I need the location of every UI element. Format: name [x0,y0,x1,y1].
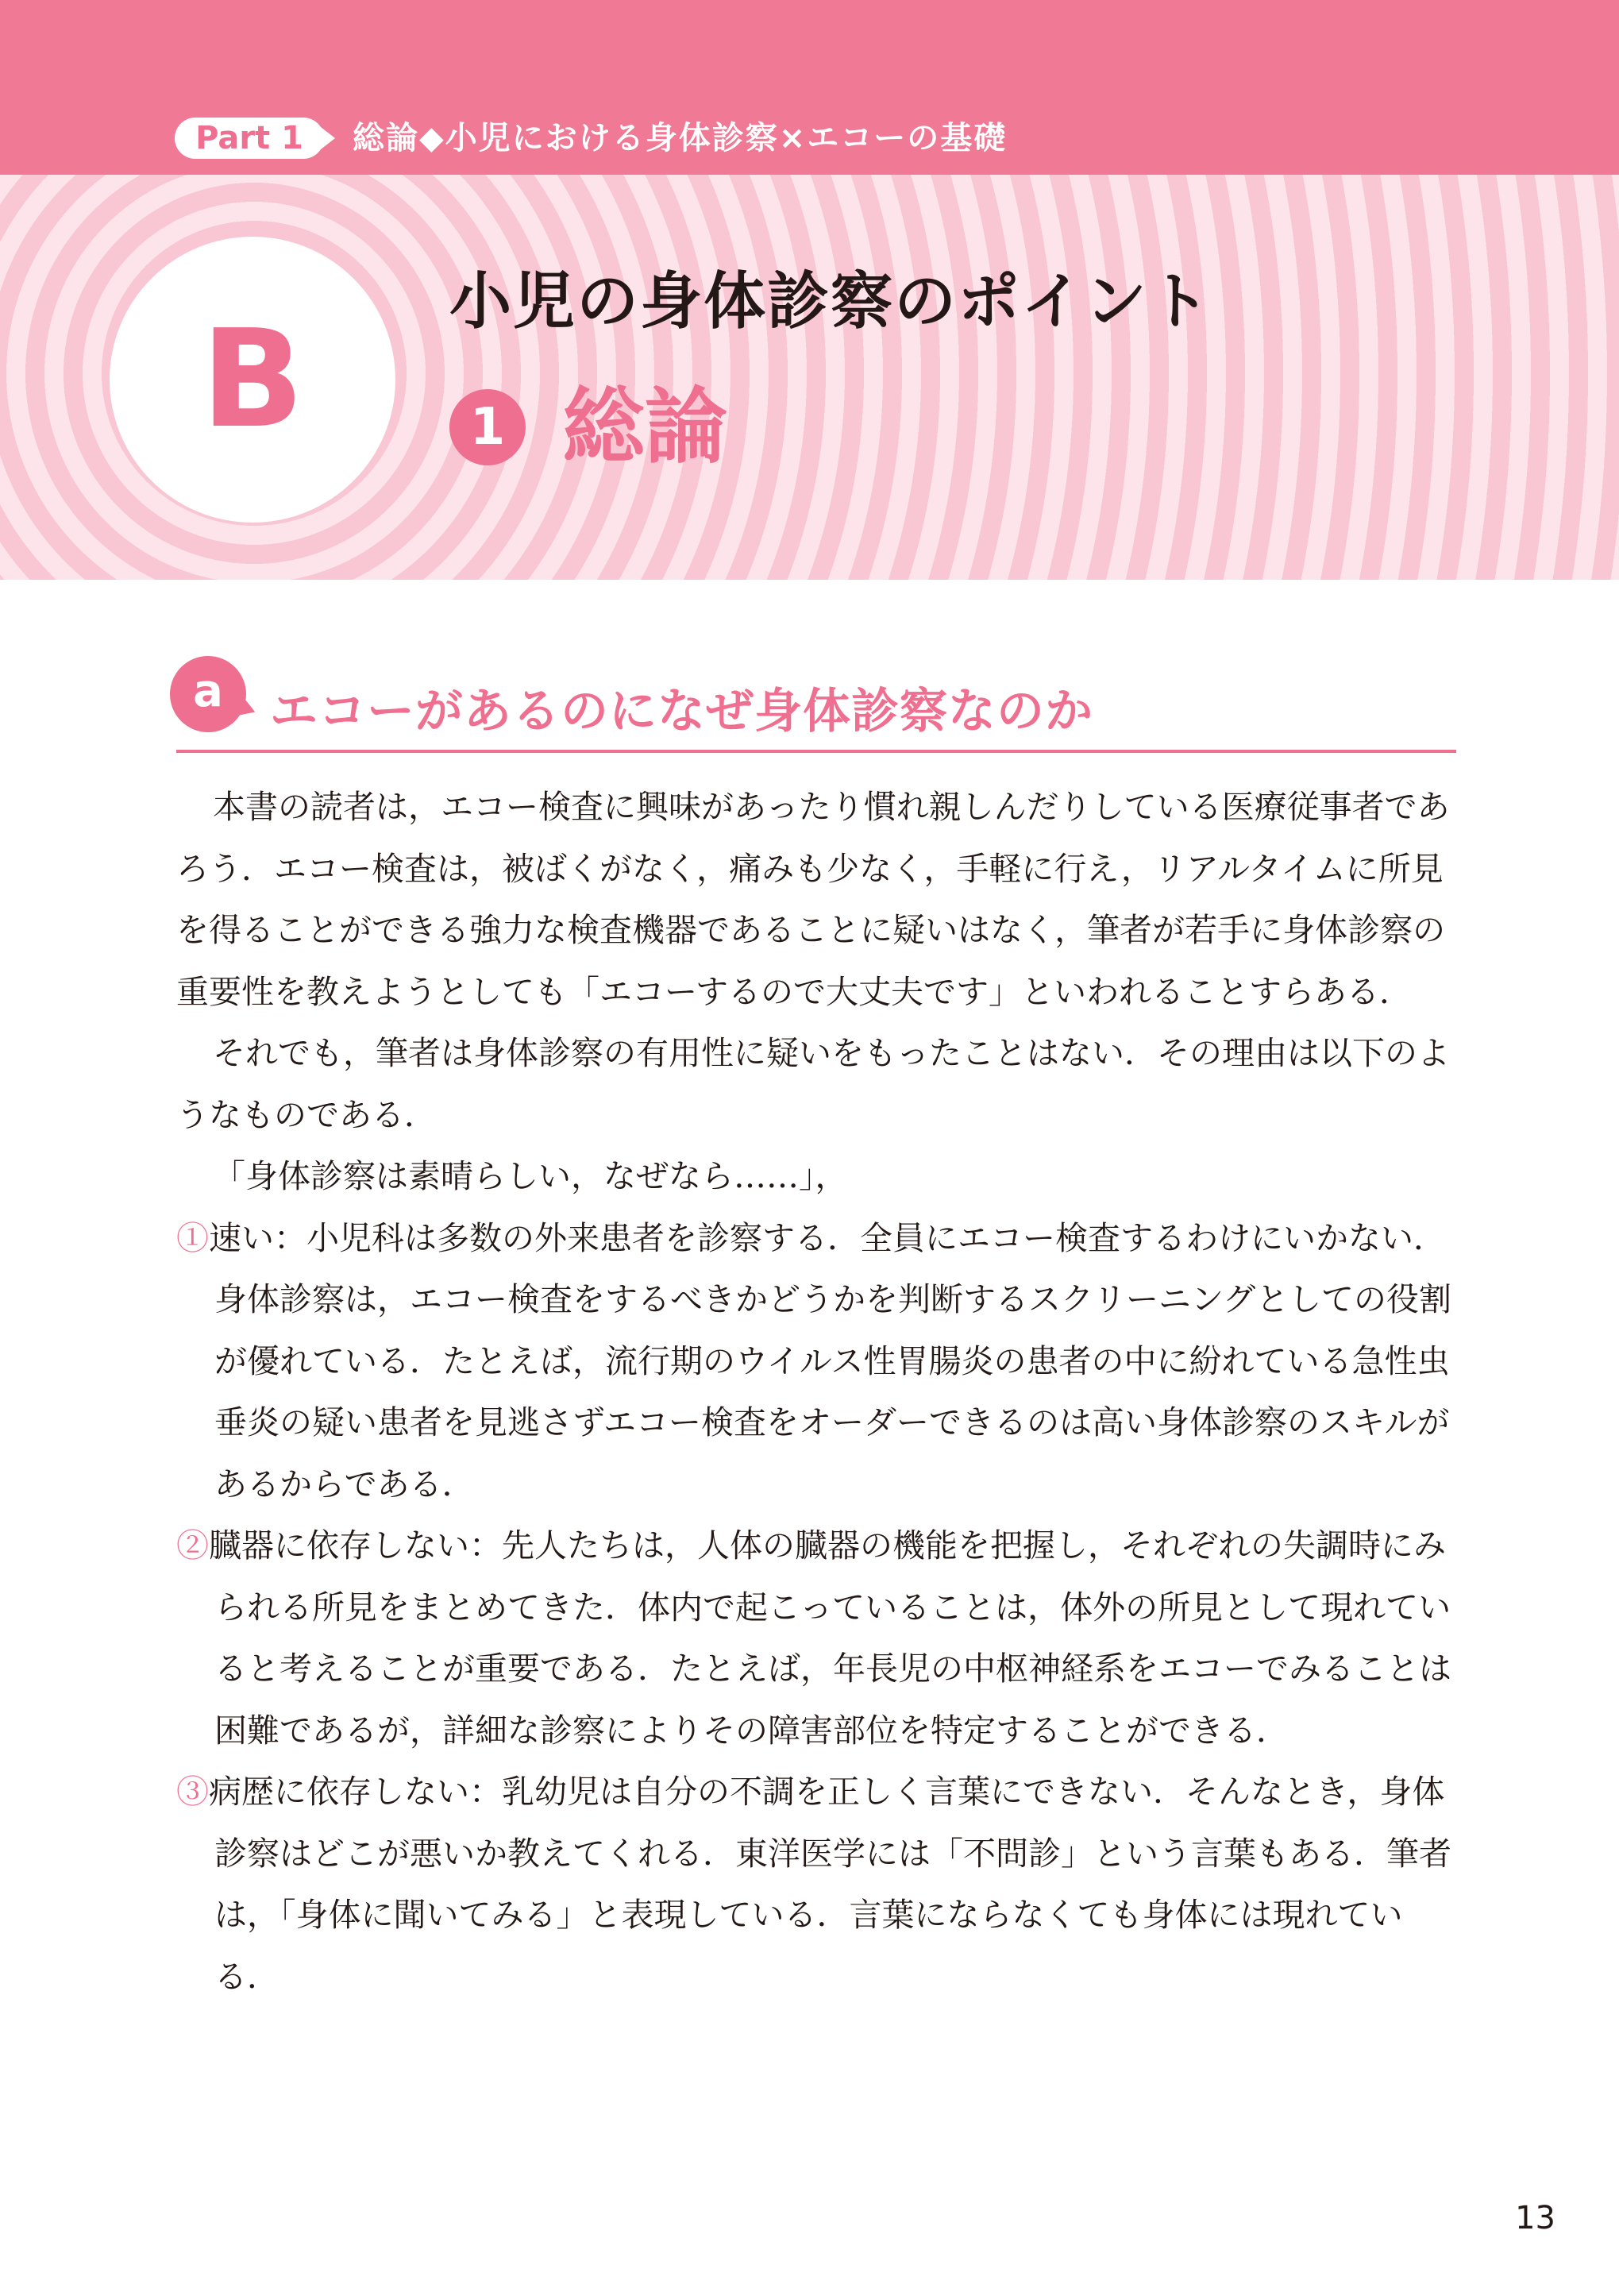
list-marker: ③ [176,1773,209,1811]
subsection-heading: エコーがあるのになぜ身体診察なのか [270,684,1093,739]
section-number-badge: 1 [449,389,526,465]
paragraph: 本書の読者は，エコー検査に興味があったり慣れ親しんだりしている医療従事者であろう．エコー検査は，被ばくがなく，痛みも少なく，手軽に行え，リアルタイムに所見を得ることができる強力な検査機器であることに疑いはなく，筆者が若手に身体診察の重要性を教えようとしても「エコーするので大丈夫です」といわれることすらある． [176,788,1450,1011]
list-item [176,1762,1456,2008]
list-item [176,1208,1456,1516]
part-arrow-icon [321,127,335,149]
paragraph: それでも，筆者は身体診察の有用性に疑いをもったことはない．その理由は以下のようなものである． [176,1034,1450,1134]
body-text [176,777,1456,2008]
list-marker: ① [176,1218,209,1257]
section-title: 小児の身体診察のポイント [449,266,1212,338]
page-number: 13 [1515,2200,1555,2236]
part-label-badge: Part 1 [175,118,324,159]
section-letter: B [201,301,304,458]
list-marker: ② [176,1526,209,1565]
subsection-divider [176,750,1456,753]
list-item-text: 病歴に依存しない：乳幼児は自分の不調を正しく言葉にできない．そんなとき，身体診察はどこが悪いか教えてくれる．東洋医学には「不問診」という言葉もある．筆者は，「身体に聞いてみる」と表現している．言葉にならなくても身体には現れている． [209,1773,1451,1996]
part-title: 総論◆小児における身体診察×エコーの基礎 [353,120,1008,156]
list-item-text: 速い：小児科は多数の外来患者を診察する．全員にエコー検査するわけにいかない．身体診察は，エコー検査をするべきかどうかを判断するスクリーニングとしての役割が優れている．たとえば，流行期のウイルス性胃腸炎の患者の中に紛れている急性虫垂炎の疑い患者を見逃さずエコー検査をオーダーできるのは高い身体診察のスキルがあるからである． [209,1218,1451,1503]
list-item [176,1515,1456,1762]
paragraph: 「身体診察は素晴らしい，なぜなら……」， [213,1157,848,1195]
section-header-band [0,175,1619,580]
section-subtitle: 総論 [562,378,728,475]
list-item-text: 臓器に依存しない：先人たちは，人体の臓器の機能を把握し，それぞれの失調時にみられる所見をまとめてきた．体内で起こっていることは，体外の所見として現れていると考えることが重要である．たとえば，年長児の中枢神経系をエコーでみることは困難であるが，詳細な診察によりその障害部位を特定することができる． [209,1526,1451,1750]
subsection-marker-bubble: a [170,656,246,732]
